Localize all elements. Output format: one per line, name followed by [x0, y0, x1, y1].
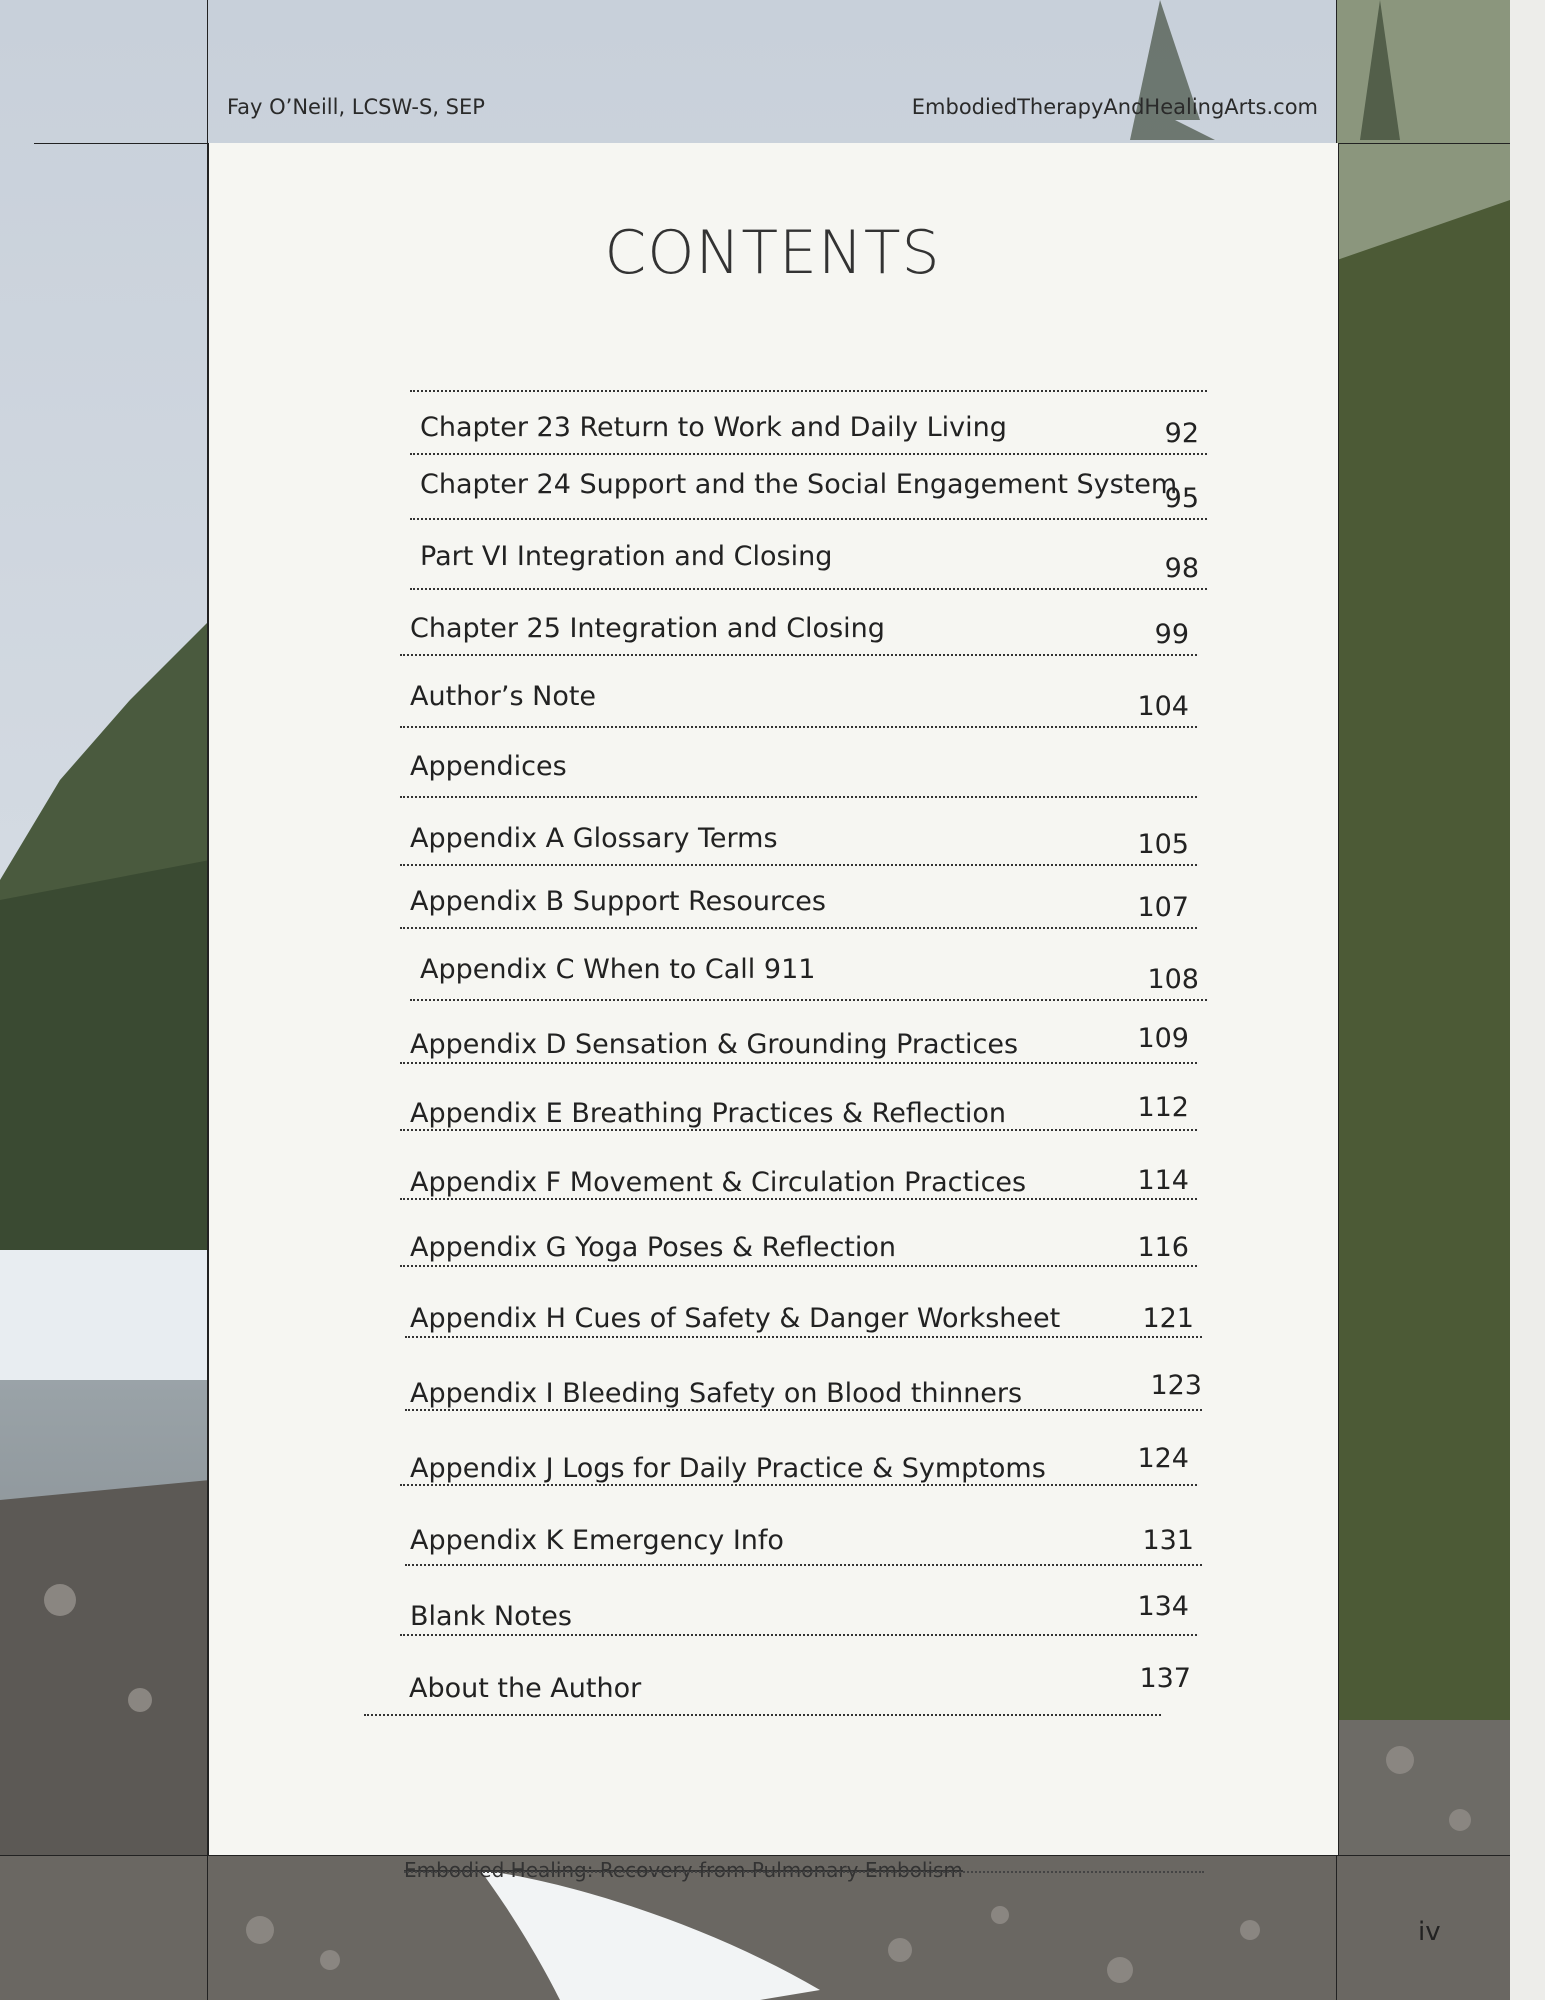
toc-entry-label: Appendices — [410, 751, 567, 782]
toc-entry-label: Appendix C When to Call 911 — [420, 954, 816, 985]
toc-entry-page: 137 — [1139, 1663, 1191, 1694]
toc-entry-chapter-23[interactable] — [410, 390, 1207, 455]
toc-entry-appendix-e[interactable] — [400, 1062, 1197, 1131]
toc-entry-about-the-author[interactable] — [364, 1634, 1191, 1716]
footer-rule — [0, 1855, 1510, 1856]
toc-entry-page: 104 — [1137, 691, 1189, 722]
toc-entry-page: 99 — [1154, 619, 1189, 650]
toc-entry-label: Part VI Integration and Closing — [420, 541, 833, 572]
toc-entry-appendix-k[interactable] — [405, 1484, 1202, 1566]
toc-entry-label: About the Author — [409, 1673, 642, 1704]
toc-entry-label: Appendix A Glossary Terms — [410, 823, 778, 854]
toc-entry-label: Appendix H Cues of Safety & Danger Worksheet — [410, 1303, 1061, 1334]
toc-entry-label: Appendix K Emergency Info — [410, 1525, 784, 1556]
toc-entry-label: Appendix F Movement & Circulation Practices — [410, 1167, 1027, 1198]
toc-entry-appendix-g[interactable] — [400, 1198, 1197, 1267]
toc-entry-page: 134 — [1137, 1591, 1189, 1622]
toc-entry-appendix-h[interactable] — [405, 1265, 1202, 1338]
toc-entry-appendix-d[interactable] — [400, 999, 1197, 1064]
toc-entry-label: Chapter 25 Integration and Closing — [410, 613, 885, 644]
toc-entry-page: 98 — [1164, 553, 1199, 584]
page-number: iv — [1418, 1917, 1441, 1947]
toc-entry-page: 95 — [1164, 483, 1199, 514]
toc-entry-chapter-25[interactable] — [400, 588, 1197, 656]
toc-entry-page: 124 — [1137, 1443, 1189, 1474]
toc-entry-label: Appendix D Sensation & Grounding Practices — [410, 1029, 1019, 1060]
toc-entry-appendix-f[interactable] — [400, 1129, 1197, 1200]
toc-entry-page: 107 — [1137, 892, 1189, 923]
toc-entry-label: Author’s Note — [410, 681, 597, 712]
toc-entry-appendix-i[interactable] — [405, 1336, 1202, 1411]
toc-entry-page: 131 — [1142, 1525, 1194, 1556]
toc-entry-label: Chapter 24 Support and the Social Engagement System — [420, 469, 1178, 500]
toc-entry-page: 105 — [1137, 829, 1189, 860]
toc-entry-chapter-24[interactable] — [410, 453, 1207, 520]
toc-entry-label: Blank Notes — [410, 1601, 572, 1632]
toc-entry-appendix-j[interactable] — [400, 1409, 1197, 1486]
toc-entry-label: Appendix J Logs for Daily Practice & Symptoms — [410, 1453, 1046, 1484]
toc-entry-page: 92 — [1164, 418, 1199, 449]
website-url: EmbodiedTherapyAndHealingArts.com — [911, 95, 1318, 119]
footer-book-title: Embodied Healing: Recovery from Pulmonary Embolism — [404, 1858, 963, 1882]
toc-entry-page: 109 — [1137, 1023, 1189, 1054]
toc-entry-page: 114 — [1137, 1165, 1189, 1196]
toc-entry-label: Chapter 23 Return to Work and Daily Living — [420, 412, 1007, 443]
toc-entry-label: Appendix E Breathing Practices & Reflection — [410, 1098, 1007, 1129]
toc-entry-blank-notes[interactable] — [400, 1564, 1197, 1636]
toc-entry-label: Appendix G Yoga Poses & Reflection — [410, 1232, 897, 1263]
toc-entry-appendices[interactable] — [400, 726, 1197, 798]
toc-entry-page: 121 — [1142, 1303, 1194, 1334]
toc-entry-page: 108 — [1147, 964, 1199, 995]
toc-entry-appendix-b[interactable] — [400, 864, 1197, 929]
toc-entry-label: Appendix B Support Resources — [410, 886, 826, 917]
toc-entry-appendix-a[interactable] — [400, 796, 1197, 866]
author-name: Fay O’Neill, LCSW-S, SEP — [227, 95, 485, 119]
toc-entry-appendix-c[interactable] — [410, 927, 1207, 1001]
toc-entry-authors-note[interactable] — [400, 654, 1197, 728]
toc-entry-page: 112 — [1137, 1092, 1189, 1123]
page-title: CONTENTS — [604, 218, 941, 288]
footer-dotted-rule — [404, 1871, 1204, 1873]
toc-entry-part-vi[interactable] — [410, 518, 1207, 590]
page-edge-strip — [1510, 0, 1545, 2000]
toc-entry-page: 123 — [1150, 1370, 1202, 1401]
toc-entry-label: Appendix I Bleeding Safety on Blood thinners — [410, 1378, 1023, 1409]
toc-entry-page: 116 — [1137, 1232, 1189, 1263]
